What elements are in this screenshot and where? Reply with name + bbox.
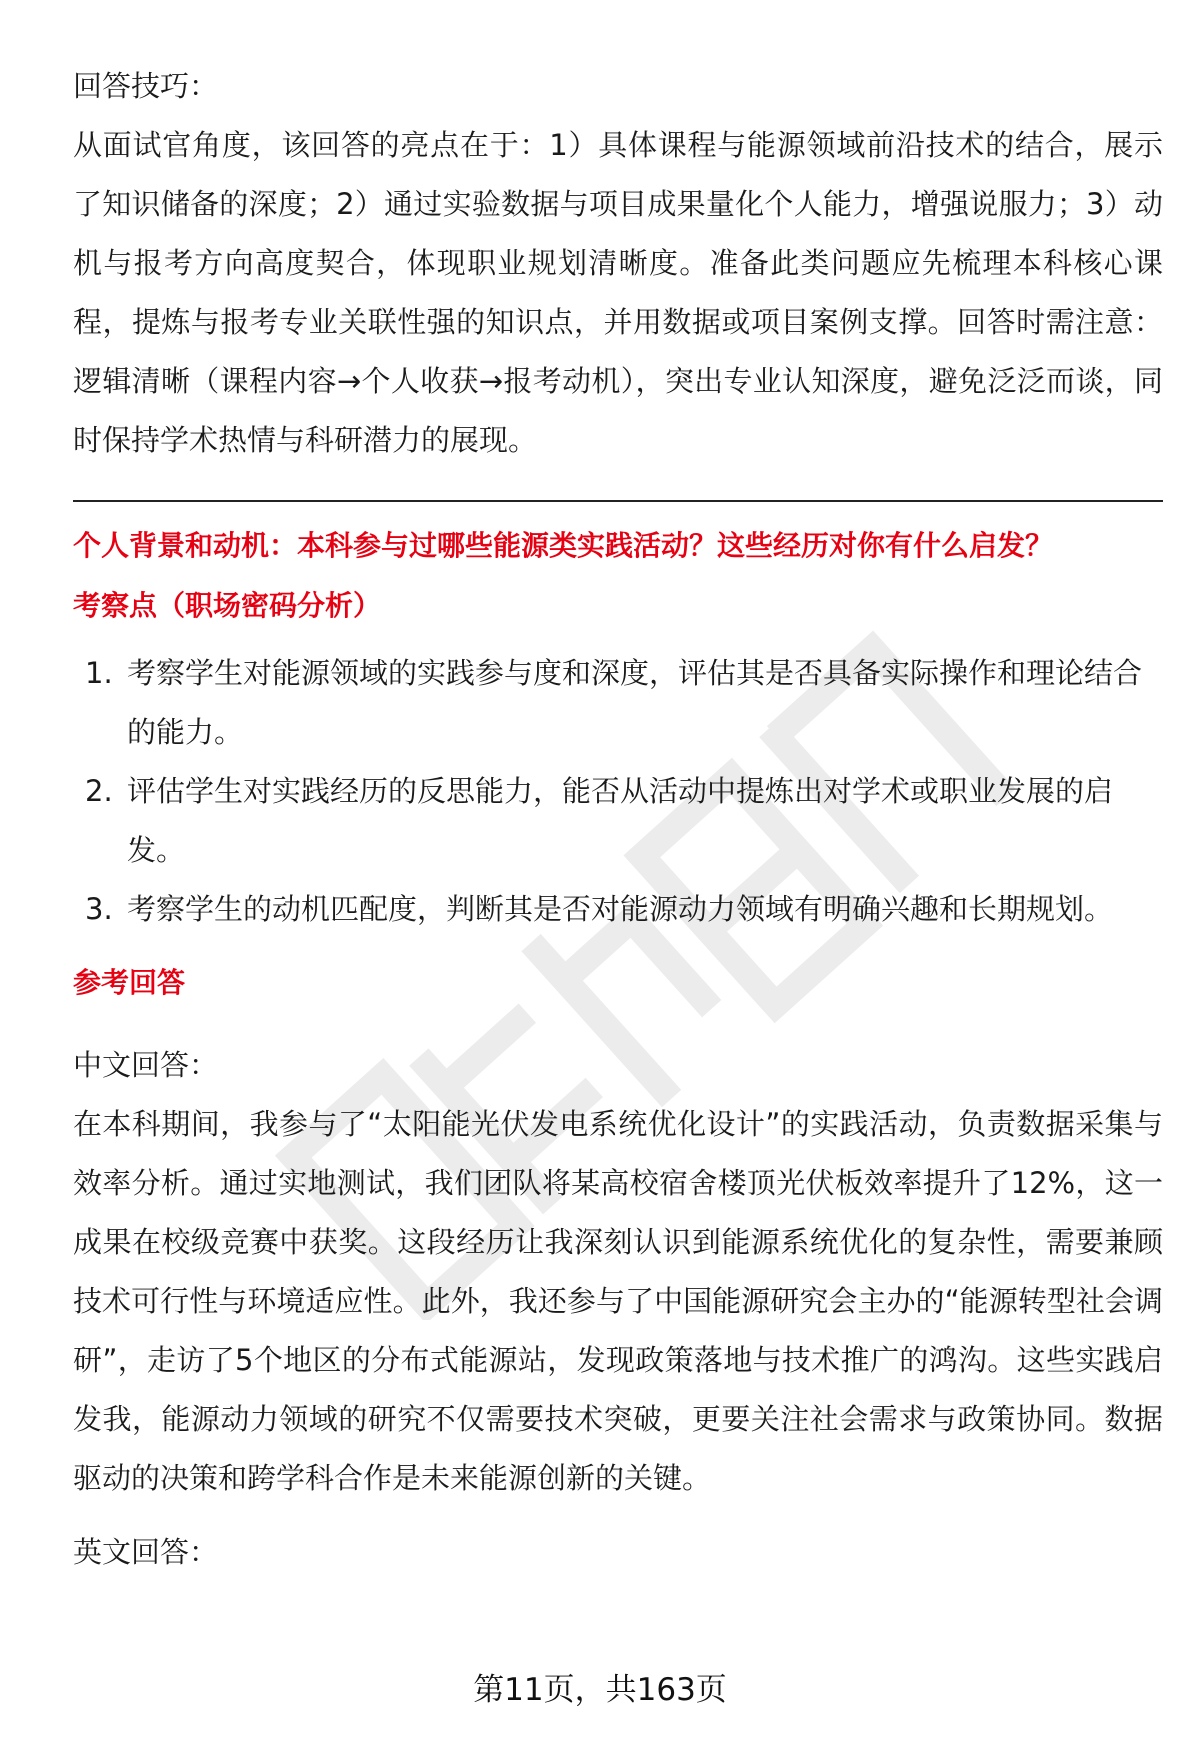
question-section xyxy=(73,516,1163,1582)
assessment-points-list xyxy=(73,644,1163,939)
list-item xyxy=(73,762,1163,880)
reference-answer-heading: 参考回答 xyxy=(73,966,186,999)
section-divider xyxy=(73,500,1163,502)
english-answer-label: 英文回答： xyxy=(73,1535,219,1569)
list-item-number: 2. xyxy=(85,774,113,808)
chinese-answer-label: 中文回答： xyxy=(73,1048,219,1082)
question-title: 个人背景和动机：本科参与过哪些能源类实践活动？这些经历对你有什么启发？ xyxy=(73,529,1054,562)
document-page xyxy=(73,56,1163,1582)
page-number-footer: 第11页，共163页 xyxy=(473,1672,727,1708)
answer-tips-section xyxy=(73,56,1163,470)
list-item xyxy=(73,880,1163,939)
list-item xyxy=(73,644,1163,762)
tips-label: 回答技巧： xyxy=(73,69,219,103)
list-item-text: 评估学生对实践经历的反思能力，能否从活动中提炼出对学术或职业发展的启发。 xyxy=(127,774,1114,867)
list-item-text: 考察学生的动机匹配度，判断其是否对能源动力领域有明确兴趣和长期规划。 xyxy=(127,892,1114,926)
list-item-number: 3. xyxy=(85,892,113,926)
chinese-answer-text: 在本科期间，我参与了“太阳能光伏发电系统优化设计”的实践活动，负责数据采集与效率分析。通过实地测试，我们团队将某高校宿舍楼顶光伏板效率提升了12%，这一成果在校级竞赛中获奖。这段经历让我深刻认识到能源系统优化的复杂性，需要兼顾技术可行性与环境适应性。此外，我还参与了中国能源研究会主办的“能源转型社会调研”，走访了5个地区的分布式能源站，发现政策落地与技术推广的鸿沟。这些实践启发我，能源动力领域的研究不仅需要技术突破，更要关注社会需求与政策协同。数据驱动的决策和跨学科合作是未来能源创新的关键。 xyxy=(73,1107,1163,1495)
list-item-number: 1. xyxy=(85,656,113,690)
assessment-points-heading: 考察点（职场密码分析） xyxy=(73,589,382,622)
list-item-text: 考察学生对能源领域的实践参与度和深度，评估其是否具备实际操作和理论结合的能力。 xyxy=(127,656,1143,749)
tips-text: 从面试官角度，该回答的亮点在于：1）具体课程与能源领域前沿技术的结合，展示了知识储备的深度；2）通过实验数据与项目成果量化个人能力，增强说服力；3）动机与报考方向高度契合，体现职业规划清晰度。准备此类问题应先梳理本科核心课程，提炼与报考专业关联性强的知识点，并用数据或项目案例支撑。回答时需注意：逻辑清晰（课程内容→个人收获→报考动机），突出专业认知深度，避免泛泛而谈，同时保持学术热情与科研潜力的展现。 xyxy=(73,128,1163,457)
